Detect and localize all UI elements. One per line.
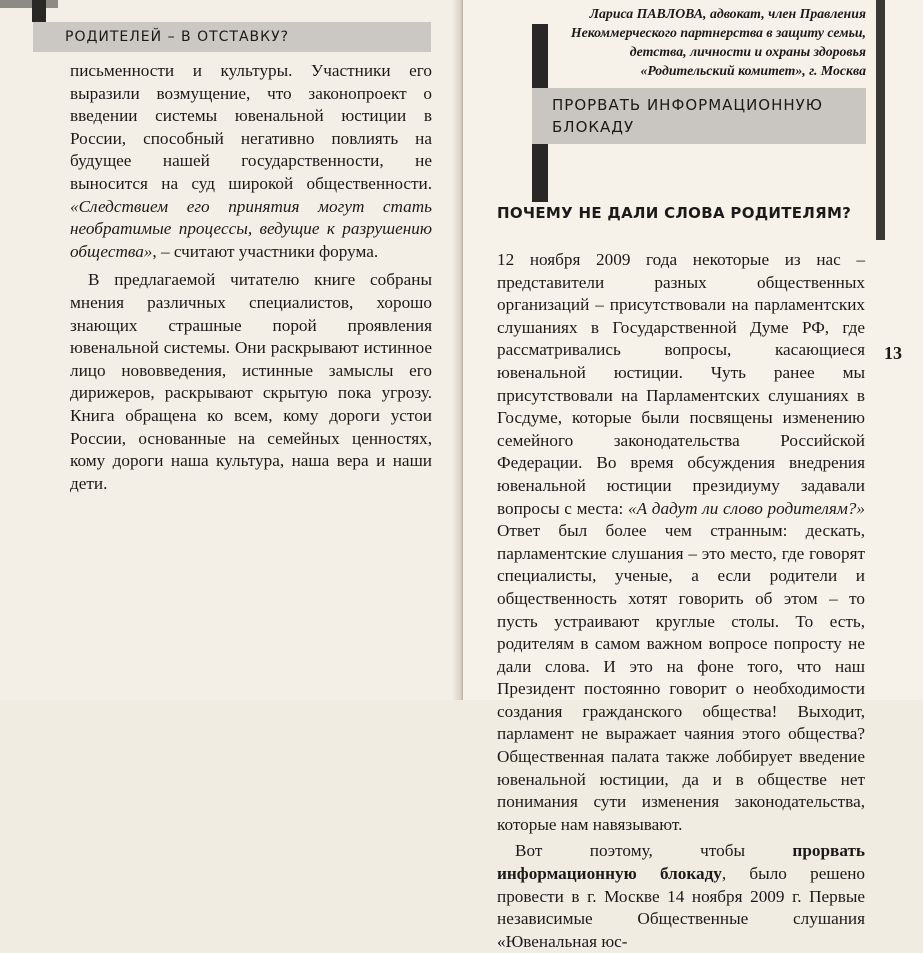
left-paragraph-1-tail: , – считают участники форума. bbox=[152, 241, 379, 261]
right-paragraph-2 bbox=[497, 840, 865, 953]
page-number: 13 bbox=[884, 343, 902, 363]
right-paragraph-1-quote: «А дадут ли слово родителям?» bbox=[627, 498, 865, 518]
left-paragraph-1 bbox=[70, 60, 432, 263]
author-line-3: детства, личности и охраны здоровья bbox=[629, 44, 866, 59]
author-line-1: Лариса ПАВЛОВА, адвокат, член Правления bbox=[589, 6, 866, 21]
article-title-line-1: ПРОРВАТЬ ИНФОРМАЦИОННУЮ bbox=[552, 96, 823, 114]
right-paragraph-1 bbox=[497, 249, 865, 836]
left-decorative-bar bbox=[32, 0, 46, 22]
left-body-text bbox=[70, 60, 432, 495]
running-head: РОДИТЕЛЕЙ – В ОТСТАВКУ? bbox=[33, 22, 431, 52]
author-byline bbox=[570, 4, 866, 80]
right-paragraph-1-text: 12 ноября 2009 года некоторые из нас – представители разных общественных организаций – присутствовали на парламентских слушаниях в Государственной Думе РФ, где рассматривались вопросы, касающиеся ювенальной юстиции. Чуть ранее мы присутствовали на Парламентских слушаниях в Госдуме, которые были посвящены изменению семейного законодательства Российской Федерации. Во время обсуждения внедрения ювенальной юстиции президиуму задавали вопросы с места: bbox=[497, 250, 865, 518]
right-paragraph-2-text: Вот поэтому, чтобы bbox=[515, 841, 793, 861]
author-line-2: Некоммерческого партнерства в защиту семьи, bbox=[570, 25, 866, 40]
left-paragraph-2: В предлагаемой читателю книге собраны мнения различных специалистов, хорошо знающих страшные порой проявления ювенальной системы. Они раскрывают истинное лицо нововведения, истинные замыслы его дирижеров, раскрывают скрытую пока угрозу. Книга обращена ко всем, кому дороги устои России, основанные на семейных ценностях, кому дороги наша культура, наша вера и наши дети. bbox=[70, 270, 432, 493]
right-body-text bbox=[497, 249, 865, 953]
right-paragraph-1-tail: Ответ был более чем странным: дескать, парламентские слушания – это место, где говорят специалисты, ученые, а если родители и общественность хотят говорить об этом – то пусть устраивают круглые столы. То есть, родителям в самом важном вопросе попросту не дали слова. И это на фоне того, что наш Президент постоянно говорит о необходимости создания гражданского общества! Выходит, парламент не выражает чаяния этого общества? Общественная палата также лоббирует введение ювенальной юстиции, да и в обществе нет понимания сути изменения законодательства, которые нам навязывают. bbox=[497, 521, 865, 834]
left-edge-bar bbox=[0, 0, 58, 8]
left-page bbox=[0, 0, 460, 700]
right-paragraph-2-bold: прорвать информационную блокаду bbox=[497, 841, 865, 884]
left-paragraph-1-text: письменности и культуры. Участники его выразили возмущение, что законопроект о введении системы ювенальной юстиции в России, способный негативно повлиять на будущее нашей государственности, не выносится на суд широкой общественности. bbox=[70, 61, 432, 193]
article-title-line-2: БЛОКАДУ bbox=[552, 118, 635, 136]
right-paragraph-2-tail: , было решено провести в г. Москве 14 ноября 2009 г. Первые независимые Общественные слушания «Ювенальная юс- bbox=[497, 864, 865, 951]
right-edge-bar bbox=[876, 0, 885, 240]
article-title bbox=[532, 88, 866, 144]
author-line-4: «Родительский комитет», г. Москва bbox=[640, 63, 866, 78]
left-paragraph-1-quote: «Следствием его принятия могут стать необратимые процессы, ведущие к разрушению общества» bbox=[70, 196, 432, 261]
section-heading: ПОЧЕМУ НЕ ДАЛИ СЛОВА РОДИТЕЛЯМ? bbox=[497, 204, 852, 222]
